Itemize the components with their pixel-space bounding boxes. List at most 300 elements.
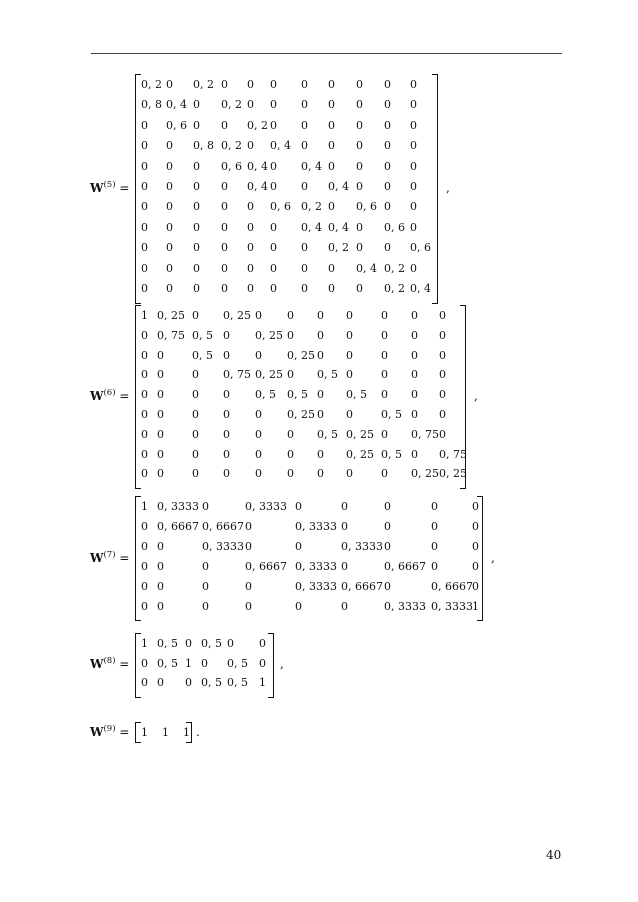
matrix-cell: 0 <box>223 348 230 362</box>
matrix-cell: 0 <box>141 328 148 342</box>
trailing-punctuation: . <box>196 724 200 739</box>
matrix-cell: 0 <box>317 328 324 342</box>
matrix-cell: 0, 2 <box>328 241 349 255</box>
matrix-cell: 0 <box>141 220 148 234</box>
matrix-cell: 0 <box>141 388 148 402</box>
matrix-cell: 1 <box>162 726 169 739</box>
matrix-cell: 0 <box>270 261 277 275</box>
matrix-cell: 0, 25 <box>346 447 374 461</box>
matrix-cell: 0 <box>356 98 363 112</box>
matrix-cell: 0 <box>166 220 173 234</box>
matrix-cell: 0 <box>317 447 324 461</box>
matrix-cell: 1 <box>141 500 148 513</box>
matrix-cell: 0 <box>384 159 391 173</box>
matrix-cell: 0 <box>384 200 391 214</box>
matrix-cell: 0 <box>141 408 148 421</box>
matrix-cell: 0 <box>221 78 228 91</box>
matrix-cell: 0, 6667 <box>384 559 426 573</box>
matrix-cell: 0 <box>223 447 230 461</box>
matrix-cell: 0 <box>227 637 234 650</box>
matrix-cell: 0 <box>411 447 418 461</box>
matrix-cell: 0 <box>157 676 164 689</box>
matrix-cell: 0, 4 <box>356 261 377 275</box>
matrix-cell: 0 <box>384 519 391 533</box>
matrix-cell: 0 <box>287 368 294 382</box>
matrix-cell: 0 <box>192 467 199 481</box>
matrix-cell: 0 <box>295 539 302 553</box>
matrix-cell: 0 <box>192 408 199 421</box>
matrix-symbol: W <box>90 550 104 565</box>
matrix-cell: 0 <box>439 309 446 322</box>
matrix-cell: 0 <box>270 282 277 295</box>
matrix-m7 <box>135 496 483 621</box>
matrix-cell: 0, 25 <box>287 348 315 362</box>
page-number: 40 <box>546 848 562 862</box>
matrix-cell: 0 <box>157 467 164 481</box>
matrix-cell: 0 <box>270 180 277 193</box>
matrix-cell: 0, 3333 <box>295 519 337 533</box>
matrix-cell: 0 <box>287 309 294 322</box>
matrix-cell: 0 <box>141 559 148 573</box>
matrix-cell: 0 <box>295 500 302 513</box>
matrix-cell: 0 <box>247 282 254 295</box>
matrix-cell: 0 <box>328 98 335 112</box>
matrix-cell: 0 <box>245 579 252 593</box>
matrix-cell: 0 <box>410 220 417 234</box>
matrix-cell: 0 <box>411 328 418 342</box>
matrix-cell: 0 <box>472 539 479 553</box>
matrix-cell: 0 <box>341 500 348 513</box>
matrix-cell: 0, 5 <box>381 447 402 461</box>
matrix-cell: 0, 25 <box>287 408 315 421</box>
right-bracket <box>432 74 438 304</box>
matrix-cell: 0 <box>141 656 148 670</box>
matrix-cell: 0 <box>192 368 199 382</box>
matrix-symbol: W <box>90 657 104 672</box>
matrix-m6 <box>135 305 466 489</box>
matrix-cell: 0 <box>223 408 230 421</box>
matrix-cell: 0 <box>431 519 438 533</box>
matrix-cell: 0, 2 <box>193 78 214 91</box>
matrix-cell: 0 <box>255 427 262 441</box>
matrix-cell: 0 <box>141 467 148 481</box>
matrix-cell: 0 <box>141 118 148 132</box>
matrix-cell: 0 <box>384 118 391 132</box>
matrix-cell: 0 <box>301 180 308 193</box>
matrix-cell: 0, 25 <box>157 309 185 322</box>
matrix-cell: 0, 25 <box>346 427 374 441</box>
matrix-cell: 0, 2 <box>301 200 322 214</box>
matrix-cell: 0 <box>410 98 417 112</box>
matrix-cell: 0 <box>245 539 252 553</box>
matrix-cell: 0 <box>245 519 252 533</box>
matrix-cell: 0 <box>317 348 324 362</box>
matrix-cell: 0 <box>157 368 164 382</box>
matrix-cell: 0 <box>295 599 302 613</box>
matrix-cell: 0 <box>341 519 348 533</box>
matrix-cell: 0, 75 <box>439 447 467 461</box>
matrix-cell: 0, 6 <box>221 159 242 173</box>
matrix-cell: 0, 2 <box>247 118 268 132</box>
trailing-punctuation: , <box>280 657 284 672</box>
matrix-cell: 0 <box>270 241 277 255</box>
matrix-cell: 0 <box>221 220 228 234</box>
matrix-cell: 0 <box>384 180 391 193</box>
matrix-cell: 0 <box>166 139 173 153</box>
matrix-cell: 0 <box>346 368 353 382</box>
matrix-cell: 0, 6 <box>356 200 377 214</box>
matrix-cell: 0 <box>223 427 230 441</box>
matrix-cell: 0 <box>157 447 164 461</box>
matrix-cell: 0 <box>346 408 353 421</box>
matrix-cell: 0, 25 <box>411 467 439 481</box>
matrix-cell: 0 <box>157 599 164 613</box>
matrix-cell: 0, 2 <box>141 78 162 91</box>
matrix-cell: 0 <box>301 78 308 91</box>
matrix-m9 <box>135 722 192 743</box>
matrix-cell: 0 <box>472 559 479 573</box>
matrix-cell: 0 <box>255 408 262 421</box>
matrix-cell: 0, 75 <box>223 368 251 382</box>
matrix-cell: 0 <box>193 241 200 255</box>
matrix-cell: 0, 6667 <box>245 559 287 573</box>
matrix-cell: 1 <box>185 656 192 670</box>
matrix-cell: 0 <box>328 78 335 91</box>
matrix-cell: 0 <box>317 467 324 481</box>
matrix-cell: 0 <box>439 408 446 421</box>
matrix-cell: 0 <box>221 200 228 214</box>
matrix-cell: 0, 5 <box>255 388 276 402</box>
matrix-cell: 0 <box>255 348 262 362</box>
matrix-cell: 0, 4 <box>410 282 431 295</box>
matrix-cell: 0 <box>411 388 418 402</box>
matrix-cell: 1 <box>141 726 148 739</box>
matrix-superscript: (9) <box>103 723 116 734</box>
matrix-cell: 0 <box>328 261 335 275</box>
matrix-cell: 0, 5 <box>317 427 338 441</box>
matrix-cell: 0 <box>431 500 438 513</box>
matrix-cell: 0 <box>221 180 228 193</box>
matrix-cell: 0, 6667 <box>157 519 199 533</box>
matrix-cell: 0, 8 <box>193 139 214 153</box>
matrix-cell: 0 <box>141 282 148 295</box>
matrix-label-m7: $W^{(7)}$ = <box>90 549 130 565</box>
matrix-cell: 0 <box>381 348 388 362</box>
matrix-cell: 0 <box>287 467 294 481</box>
matrix-cell: 0, 5 <box>157 656 178 670</box>
matrix-cell: 0 <box>223 388 230 402</box>
matrix-cell: 0, 6667 <box>431 579 473 593</box>
matrix-cell: 0 <box>410 261 417 275</box>
matrix-cell: 0 <box>472 579 479 593</box>
matrix-cell: 0, 5 <box>227 656 248 670</box>
matrix-superscript: (8) <box>103 656 116 667</box>
matrix-cell: 0 <box>193 200 200 214</box>
matrix-cell: 0 <box>141 368 148 382</box>
matrix-cell: 0 <box>247 200 254 214</box>
matrix-cell: 0 <box>166 200 173 214</box>
matrix-cell: 0 <box>141 599 148 613</box>
matrix-cell: 0, 3333 <box>157 500 199 513</box>
matrix-cell: 0, 75 <box>411 427 439 441</box>
matrix-cell: 0 <box>356 241 363 255</box>
matrix-cell: 0 <box>328 200 335 214</box>
matrix-symbol: W <box>90 389 104 404</box>
matrix-cell: 0, 6 <box>270 200 291 214</box>
matrix-cell: 0 <box>341 559 348 573</box>
matrix-cell: 0, 3333 <box>295 559 337 573</box>
matrix-cell: 1 <box>183 726 190 739</box>
matrix-cell: 0, 75 <box>157 328 185 342</box>
matrix-cell: 0, 3333 <box>384 599 426 613</box>
matrix-cell: 0 <box>287 328 294 342</box>
matrix-cell: 0, 4 <box>166 98 187 112</box>
matrix-cell: 0 <box>328 139 335 153</box>
matrix-cell: 0 <box>157 559 164 573</box>
matrix-cell: 0 <box>223 467 230 481</box>
matrix-cell: 0, 8 <box>141 98 162 112</box>
matrix-label-m6: $W^{(6)}$ = <box>90 388 130 404</box>
matrix-cell: 0 <box>301 282 308 295</box>
matrix-cell: 0 <box>193 159 200 173</box>
matrix-superscript: (6) <box>103 388 116 399</box>
matrix-cell: 0 <box>157 388 164 402</box>
matrix-cell: 0, 25 <box>223 309 251 322</box>
matrix-cell: 0, 5 <box>346 388 367 402</box>
matrix-cell: 0, 6 <box>384 220 405 234</box>
matrix-label-m5: $W^{(5)}$ = <box>90 180 130 196</box>
matrix-cell: 0 <box>356 180 363 193</box>
matrix-cell: 0 <box>356 118 363 132</box>
matrix-cell: 0 <box>247 98 254 112</box>
matrix-cell: 0 <box>384 579 391 593</box>
matrix-cell: 0, 5 <box>157 637 178 650</box>
matrix-cell: 0, 4 <box>301 220 322 234</box>
matrix-cell: 0 <box>381 467 388 481</box>
matrix-cell: 0 <box>341 599 348 613</box>
matrix-cell: 0 <box>202 559 209 573</box>
matrix-cell: 0 <box>255 467 262 481</box>
matrix-cell: 0 <box>221 118 228 132</box>
matrix-cell: 0, 2 <box>384 261 405 275</box>
matrix-cell: 0 <box>157 408 164 421</box>
matrix-cell: 0 <box>381 427 388 441</box>
matrix-cell: 0 <box>141 200 148 214</box>
matrix-cell: 0 <box>317 408 324 421</box>
matrix-cell: 0, 5 <box>192 328 213 342</box>
matrix-cell: 0, 3333 <box>341 539 383 553</box>
matrix-cell: 0 <box>141 447 148 461</box>
matrix-cell: 0 <box>141 159 148 173</box>
matrix-cell: 0, 4 <box>270 139 291 153</box>
matrix-cell: 0 <box>166 282 173 295</box>
matrix-cell: 0, 3333 <box>431 599 473 613</box>
matrix-cell: 0 <box>193 261 200 275</box>
matrix-cell: 0, 6 <box>166 118 187 132</box>
matrix-cell: 0, 25 <box>439 467 467 481</box>
matrix-cell: 0 <box>384 539 391 553</box>
matrix-cell: 0, 6667 <box>202 519 244 533</box>
trailing-punctuation: , <box>474 389 478 404</box>
matrix-cell: 0 <box>245 599 252 613</box>
matrix-cell: 1 <box>472 599 479 613</box>
matrix-cell: 0 <box>328 159 335 173</box>
matrix-cell: 0 <box>301 241 308 255</box>
matrix-cell: 0 <box>317 309 324 322</box>
matrix-cell: 0 <box>255 447 262 461</box>
matrix-label-m8: $W^{(8)}$ = <box>90 656 130 672</box>
matrix-cell: 0 <box>439 388 446 402</box>
right-bracket <box>268 633 274 698</box>
matrix-cell: 0 <box>346 467 353 481</box>
matrix-cell: 0, 6 <box>410 241 431 255</box>
matrix-superscript: (7) <box>103 549 116 560</box>
matrix-cell: 0 <box>472 500 479 513</box>
matrix-cell: 0, 2 <box>221 139 242 153</box>
matrix-cell: 0 <box>247 78 254 91</box>
matrix-cell: 0 <box>410 200 417 214</box>
matrix-cell: 0 <box>141 261 148 275</box>
matrix-cell: 0 <box>201 656 208 670</box>
matrix-cell: 0 <box>192 447 199 461</box>
matrix-cell: 0, 4 <box>328 180 349 193</box>
matrix-label-m9: $W^{(9)}$ = <box>90 723 130 739</box>
matrix-cell: 0 <box>356 159 363 173</box>
matrix-cell: 0 <box>346 348 353 362</box>
right-bracket <box>460 305 466 489</box>
matrix-cell: 0 <box>384 241 391 255</box>
matrix-cell: 0 <box>141 180 148 193</box>
matrix-cell: 0 <box>221 261 228 275</box>
matrix-cell: 0 <box>411 368 418 382</box>
matrix-superscript: (5) <box>103 180 116 191</box>
matrix-cell: 0, 5 <box>287 388 308 402</box>
matrix-cell: 0 <box>287 447 294 461</box>
matrix-cell: 0 <box>141 139 148 153</box>
matrix-cell: 0, 4 <box>247 180 268 193</box>
matrix-cell: 1 <box>141 309 148 322</box>
matrix-cell: 0 <box>439 328 446 342</box>
matrix-cell: 0 <box>439 348 446 362</box>
matrix-cell: 0 <box>411 348 418 362</box>
matrix-cell: 0 <box>141 579 148 593</box>
matrix-cell: 0 <box>410 180 417 193</box>
matrix-cell: 0, 4 <box>247 159 268 173</box>
matrix-cell: 0, 4 <box>328 220 349 234</box>
matrix-cell: 0, 5 <box>201 676 222 689</box>
matrix-cell: 0 <box>192 388 199 402</box>
matrix-cell: 0, 3333 <box>295 579 337 593</box>
header-rule <box>91 53 562 54</box>
matrix-cell: 0, 25 <box>255 328 283 342</box>
matrix-cell: 0 <box>328 118 335 132</box>
matrix-cell: 0 <box>301 139 308 153</box>
matrix-cell: 0 <box>431 559 438 573</box>
matrix-cell: 0 <box>157 539 164 553</box>
matrix-cell: 0, 5 <box>381 408 402 421</box>
matrix-cell: 0 <box>185 637 192 650</box>
matrix-cell: 0, 2 <box>221 98 242 112</box>
matrix-cell: 0 <box>141 539 148 553</box>
matrix-m5 <box>135 74 438 304</box>
matrix-cell: 0 <box>411 408 418 421</box>
matrix-cell: 0 <box>328 282 335 295</box>
matrix-symbol: W <box>90 181 104 196</box>
matrix-cell: 0 <box>287 427 294 441</box>
matrix-cell: 0 <box>192 427 199 441</box>
matrix-cell: 0, 6667 <box>341 579 383 593</box>
matrix-cell: 0 <box>141 427 148 441</box>
matrix-cell: 0 <box>270 220 277 234</box>
matrix-cell: 0 <box>247 261 254 275</box>
matrix-cell: 0 <box>247 241 254 255</box>
matrix-cell: 0 <box>141 348 148 362</box>
matrix-cell: 0, 4 <box>301 159 322 173</box>
matrix-cell: 0 <box>301 98 308 112</box>
matrix-cell: 0, 3333 <box>245 500 287 513</box>
matrix-cell: 0 <box>317 388 324 402</box>
matrix-cell: 0, 5 <box>227 676 248 689</box>
matrix-cell: 0 <box>301 261 308 275</box>
matrix-cell: 0 <box>439 368 446 382</box>
matrix-cell: 0 <box>384 78 391 91</box>
matrix-cell: 0 <box>193 220 200 234</box>
trailing-punctuation: , <box>491 550 495 565</box>
matrix-cell: 1 <box>259 676 266 689</box>
matrix-cell: 0, 25 <box>255 368 283 382</box>
matrix-symbol: W <box>90 724 104 739</box>
matrix-cell: 0 <box>255 309 262 322</box>
matrix-cell: 0 <box>193 98 200 112</box>
matrix-cell: 0 <box>381 368 388 382</box>
matrix-cell: 0 <box>157 348 164 362</box>
matrix-cell: 0 <box>384 139 391 153</box>
matrix-cell: 0 <box>193 180 200 193</box>
matrix-cell: 0 <box>185 676 192 689</box>
matrix-cell: 0 <box>472 519 479 533</box>
matrix-cell: 0 <box>141 519 148 533</box>
matrix-cell: 0 <box>410 159 417 173</box>
matrix-cell: 0 <box>411 309 418 322</box>
matrix-cell: 0 <box>157 427 164 441</box>
matrix-cell: 0 <box>166 180 173 193</box>
matrix-cell: 0 <box>381 328 388 342</box>
matrix-cell: 0 <box>270 159 277 173</box>
matrix-cell: 0, 5 <box>192 348 213 362</box>
matrix-cell: 0 <box>259 656 266 670</box>
matrix-cell: 0 <box>166 261 173 275</box>
matrix-cell: 0 <box>410 139 417 153</box>
matrix-cell: 0 <box>356 78 363 91</box>
matrix-cell: 0 <box>247 139 254 153</box>
matrix-cell: 0 <box>431 539 438 553</box>
matrix-cell: 0 <box>202 579 209 593</box>
matrix-cell: 0, 3333 <box>202 539 244 553</box>
matrix-cell: 0 <box>141 676 148 689</box>
matrix-cell: 0 <box>166 78 173 91</box>
matrix-cell: 0 <box>221 241 228 255</box>
matrix-cell: 0 <box>166 159 173 173</box>
matrix-cell: 0 <box>356 282 363 295</box>
matrix-cell: 0, 5 <box>201 637 222 650</box>
matrix-cell: 0 <box>346 309 353 322</box>
matrix-cell: 0 <box>381 309 388 322</box>
matrix-cell: 0 <box>270 78 277 91</box>
matrix-cell: 0, 5 <box>317 368 338 382</box>
matrix-cell: 0 <box>346 328 353 342</box>
matrix-cell: 0 <box>202 599 209 613</box>
trailing-punctuation: , <box>446 181 450 196</box>
